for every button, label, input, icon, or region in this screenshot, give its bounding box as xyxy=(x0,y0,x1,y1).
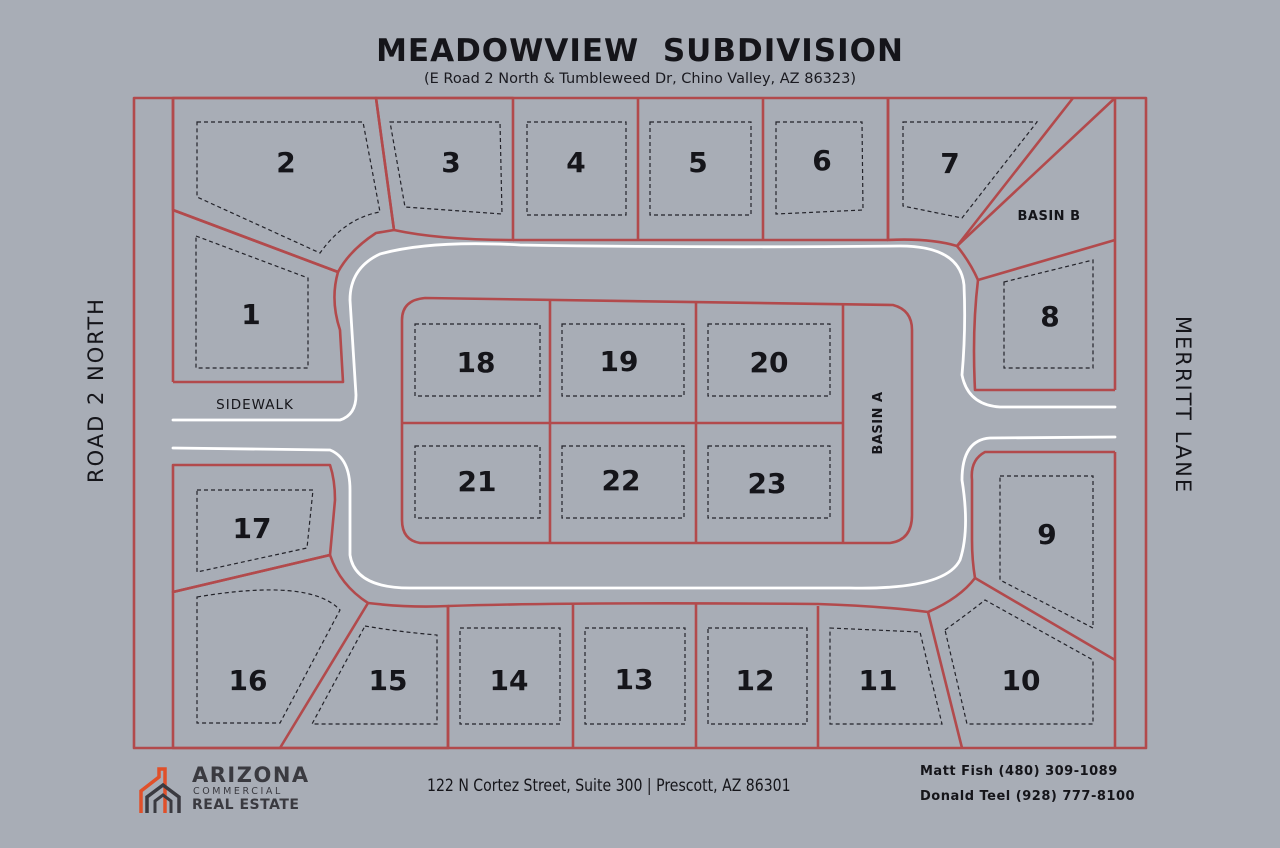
logo-line-3: REAL ESTATE xyxy=(192,797,300,813)
office-address: 122 N Cortez Street, Suite 300 | Prescott, AZ 86301 xyxy=(427,776,791,796)
lot-number-3: 3 xyxy=(441,146,461,179)
lot-15-boundary xyxy=(280,603,448,748)
lot-number-5: 5 xyxy=(688,146,708,179)
lot-number-17: 17 xyxy=(232,512,272,545)
lot-number-22: 22 xyxy=(601,464,641,497)
lot-number-11: 11 xyxy=(858,664,898,697)
map-subtitle: (E Road 2 North & Tumbleweed Dr, Chino Valley, AZ 86323) xyxy=(423,71,857,87)
lot-1-boundary xyxy=(173,210,343,382)
logo-line-2: COMMERCIAL xyxy=(193,786,283,797)
lot-number-12: 12 xyxy=(735,664,775,697)
lot-number-13: 13 xyxy=(614,663,654,696)
lot-10-boundary xyxy=(928,578,1115,660)
logo-line-1: ARIZONA xyxy=(192,763,310,787)
lot-number-18: 18 xyxy=(456,346,496,379)
lot-number-14: 14 xyxy=(489,664,529,697)
lot-number-8: 8 xyxy=(1040,300,1060,333)
lot-number-6: 6 xyxy=(812,144,832,177)
sidewalk-label: SIDEWALK xyxy=(216,397,294,413)
lot-number-2: 2 xyxy=(276,146,296,179)
road-label-road-2-north: ROAD 2 NORTH xyxy=(84,297,108,483)
lot-number-7: 7 xyxy=(940,147,960,180)
lot-number-20: 20 xyxy=(749,346,789,379)
lot-16-boundary xyxy=(173,555,368,748)
map-title: MEADOWVIEW SUBDIVISION xyxy=(376,33,904,69)
arizona-commercial-real-estate-logo xyxy=(137,763,327,815)
lot-number-4: 4 xyxy=(566,146,586,179)
lot-number-15: 15 xyxy=(368,664,408,697)
lot-number-16: 16 xyxy=(228,664,268,697)
lot-number-23: 23 xyxy=(747,467,787,500)
lot-2-boundary xyxy=(173,98,394,272)
lot-number-19: 19 xyxy=(599,345,639,378)
lot-8-boundary xyxy=(974,280,1115,390)
lot-number-21: 21 xyxy=(457,465,497,498)
lot-number-10: 10 xyxy=(1001,664,1041,697)
basin-b-label: BASIN B xyxy=(1017,209,1081,224)
lot-number-9: 9 xyxy=(1037,518,1057,551)
road-label-merritt-lane: MERRITT LANE xyxy=(1171,315,1195,495)
contact-donald-teel: Donald Teel (928) 777-8100 xyxy=(920,789,1136,804)
basin-a-label: BASIN A xyxy=(871,391,886,455)
contact-matt-fish: Matt Fish (480) 309-1089 xyxy=(920,764,1118,779)
lot-number-1: 1 xyxy=(241,298,261,331)
house-logo-icon xyxy=(137,763,189,815)
interior-block-boundary xyxy=(402,298,912,543)
